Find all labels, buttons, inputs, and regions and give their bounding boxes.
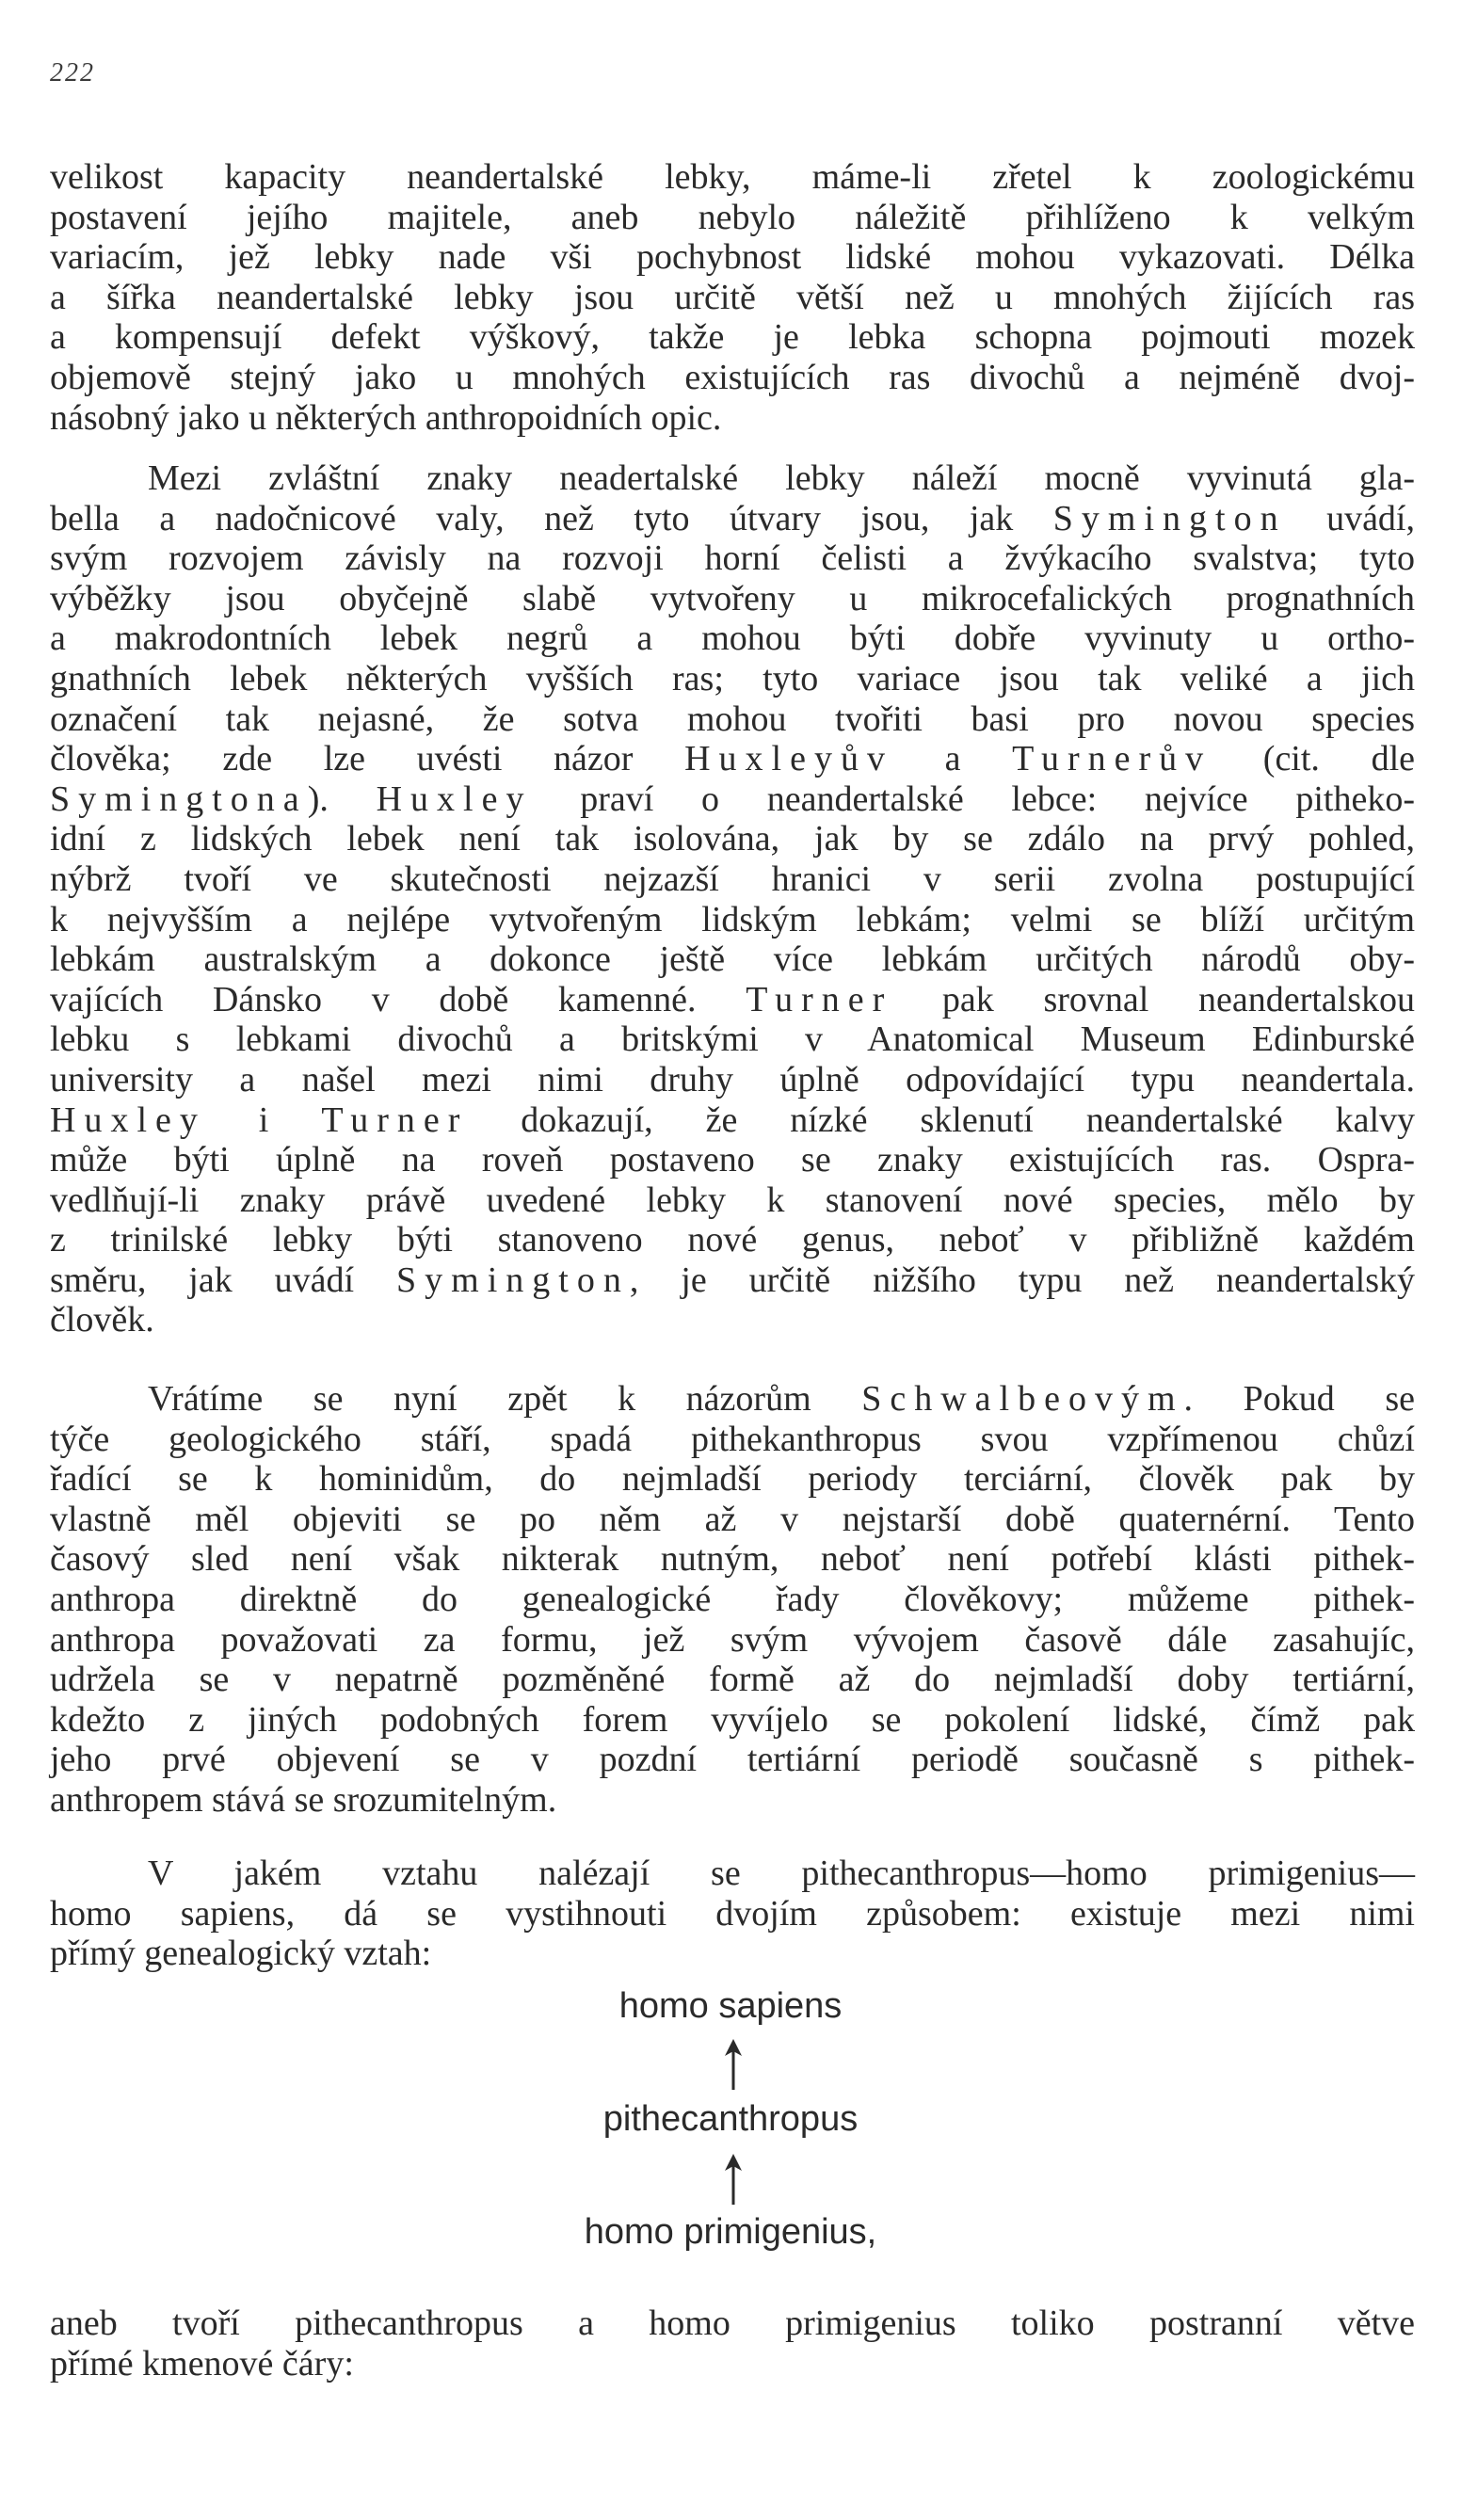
text-line (50, 278, 1415, 318)
text-segment: časový sled není však nikterak nutným, neboť není potřebí klásti pithek- (50, 1539, 1415, 1580)
text-line (50, 398, 1415, 439)
text-segment: university a našel mezi nimi druhy úplně odpovídající typu neandertala. (50, 1059, 1415, 1099)
text-line (50, 458, 1415, 499)
text-segment: výběžky jsou obyčejně slabě vytvořeny u mikrocefalických prognathních (50, 578, 1415, 618)
text-segment: a (892, 739, 1013, 779)
text-segment: anthropa direktně do genealogické řady člověkovy; můžeme pithek- (50, 1579, 1415, 1619)
text-line (50, 2303, 1415, 2344)
text-line (50, 1660, 1415, 1700)
paragraph-3 (50, 1379, 1415, 1821)
text-segment: může býti úplně na roveň postaveno se znaky existujících ras. Ospra- (50, 1140, 1415, 1180)
text-line (50, 1180, 1415, 1221)
text-segment: ). (307, 778, 377, 819)
text-segment: vajících Dánsko v době kamenné. (50, 979, 747, 1019)
text-segment: (cit. dle (1212, 739, 1415, 779)
text-segment: udržela se v nepatrně pozměněné formě až do nejmladší doby tertiární, (50, 1660, 1415, 1700)
paragraph-4 (50, 1854, 1415, 1974)
paragraph-1 (50, 157, 1415, 438)
text-line (50, 1300, 1415, 1340)
diagram-node-pithecanthropus: pithecanthropus (602, 2099, 859, 2139)
text-line (50, 659, 1415, 699)
text-segment: lebkám australským a dokonce ještě více lebkám určitých národů oby- (50, 939, 1415, 980)
text-line (50, 317, 1415, 358)
paragraph-2 (50, 458, 1415, 1340)
text-segment: nýbrž tvoří ve skutečnosti nejzazší hranici v serii zvolna postupující (50, 859, 1415, 899)
text-line (50, 1934, 1415, 1974)
text-segment: . Pokud se (1183, 1379, 1415, 1419)
text-line (50, 739, 1415, 779)
text-segment: a kompensují defekt výškový, takže je lebka schopna pojmouti mozek (50, 317, 1415, 358)
text-line (50, 1100, 1415, 1141)
text-segment: k nejvyšším a nejlépe vytvořeným lidským lebkám; velmi se blíží určitým (50, 899, 1415, 939)
text-line (50, 157, 1415, 198)
text-line (50, 900, 1415, 940)
spaced-name: Symington (1052, 498, 1287, 538)
text-line (50, 499, 1415, 539)
text-line (50, 198, 1415, 238)
text-segment: aneb tvoří pithecanthropus a homo primigenius toliko postranní větve (50, 2303, 1415, 2343)
text-segment: pak srovnal neandertalskou (892, 979, 1416, 1019)
text-line (50, 2344, 1415, 2384)
text-line (50, 980, 1415, 1020)
text-line (50, 1780, 1415, 1821)
text-segment: postavení jejího majitele, aneb nebylo náležitě přihlíženo k velkým (50, 197, 1415, 237)
text-segment: člověk. (50, 1300, 154, 1340)
text-line (50, 1220, 1415, 1260)
text-line (50, 618, 1415, 659)
text-segment: praví o neandertalské lebce: nejvíce pitheko- (532, 778, 1415, 819)
text-segment: vedlňují-li znaky právě uvedené lebky k stanovení nové species, mělo by (50, 1180, 1415, 1220)
text-line (50, 1260, 1415, 1301)
text-segment: i (205, 1099, 322, 1140)
page-number: 222 (50, 58, 95, 88)
arrow-up-icon (721, 2154, 746, 2207)
text-segment: dokazují, že nízké sklenutí neandertalské kalvy (468, 1099, 1415, 1140)
text-segment: lebku s lebkami divochů a britskými v Anatomical Museum Edinburské (50, 1019, 1415, 1060)
spaced-name: Huxley (50, 1099, 206, 1140)
text-segment: přímé kmenové čáry: (50, 2343, 354, 2384)
spaced-name: Turnerův (1012, 739, 1212, 779)
text-segment: týče geologického stáří, spadá pithekanthropus svou vzpřímenou chůzí (50, 1419, 1415, 1459)
text-segment: Mezi zvláštní znaky neadertalské lebky náleží mocně vyvinutá gla- (148, 458, 1415, 498)
text-segment: řadící se k hominidům, do nejmladší periody terciární, člověk pak by (50, 1459, 1415, 1500)
spaced-name: Turner (746, 979, 893, 1019)
spaced-name: Symington (396, 1260, 630, 1300)
arrow-up-icon (721, 2039, 746, 2092)
text-line (50, 1620, 1415, 1661)
text-line (50, 1140, 1415, 1180)
text-segment: gnathních lebek některých vyšších ras; tyto variace jsou tak veliké a jich (50, 658, 1415, 698)
text-line (50, 1539, 1415, 1580)
text-line (50, 819, 1415, 859)
text-segment: objemově stejný jako u mnohých existujících ras divochů a nejméně dvoj- (50, 357, 1415, 397)
text-segment: velikost kapacity neandertalské lebky, máme-li zřetel k zoologickému (50, 157, 1415, 197)
text-segment: jeho prvé objevení se v pozdní tertiární periodě současně s pithek- (50, 1740, 1415, 1780)
text-line (50, 579, 1415, 619)
text-segment: svým rozvojem závisly na rozvoji horní čelisti a žvýkacího svalstva; tyto (50, 538, 1415, 579)
text-segment: a makrodontních lebek negrů a mohou býti dobře vyvinuty u ortho- (50, 618, 1415, 659)
text-segment: anthropa považovati za formu, jež svým vývojem časově dále zasahujíc, (50, 1619, 1415, 1660)
text-line (50, 1420, 1415, 1460)
text-segment: násobný jako u některých anthropoidních opic. (50, 397, 722, 438)
text-segment: idní z lidských lebek není tak isolována, jak by se zdálo na prvý pohled, (50, 819, 1415, 859)
spaced-name: Turner (321, 1099, 469, 1140)
text-segment: variacím, jež lebky nade vši pochybnost lidské mohou vykazovati. Délka (50, 237, 1415, 278)
text-segment: a šířka neandertalské lebky jsou určitě větší než u mnohých žijících ras (50, 277, 1415, 317)
text-segment: Vrátíme se nyní zpět k názorům (148, 1379, 862, 1419)
text-line (50, 1580, 1415, 1620)
spaced-name: Symingtona (50, 778, 308, 819)
text-line (50, 1379, 1415, 1420)
text-segment: přímý genealogický vztah: (50, 1934, 432, 1974)
diagram-node-homo-sapiens: homo sapiens (618, 1986, 843, 2026)
paragraph-5 (50, 2303, 1415, 2384)
text-line (50, 1060, 1415, 1100)
text-segment: člověka; zde lze uvésti názor (50, 739, 685, 779)
text-segment: anthropem stává se srozumitelným. (50, 1779, 557, 1820)
text-segment: vlastně měl objeviti se po něm až v nejstarší době quaternérní. Tento (50, 1499, 1415, 1539)
text-line (50, 1894, 1415, 1934)
text-segment: označení tak nejasné, že sotva mohou tvořiti basi pro novou species (50, 698, 1415, 739)
text-segment: bella a nadočnicové valy, než tyto útvary jsou, jak (50, 498, 1053, 538)
text-line (50, 1459, 1415, 1500)
text-segment: směru, jak uvádí (50, 1260, 397, 1300)
text-line (50, 1740, 1415, 1780)
spaced-name: Huxleyův (684, 739, 893, 779)
text-segment: z trinilské lebky býti stanoveno nové genus, neboť v přibližně každém (50, 1220, 1415, 1260)
text-segment: uvádí, (1286, 498, 1415, 538)
text-segment: homo sapiens, dá se vystihnouti dvojím způsobem: existuje mezi nimi (50, 1893, 1415, 1934)
spaced-name: Huxley (376, 778, 533, 819)
text-segment: , je určitě nižšího typu než neandertalský (629, 1260, 1416, 1300)
diagram-node-homo-primigenius: homo primigenius, (584, 2212, 877, 2252)
text-line (50, 538, 1415, 579)
text-line (50, 699, 1415, 740)
text-line (50, 779, 1415, 820)
text-line (50, 358, 1415, 398)
text-line (50, 859, 1415, 900)
text-segment: kdežto z jiných podobných forem vyvíjelo se pokolení lidské, čímž pak (50, 1699, 1415, 1740)
text-line (50, 939, 1415, 980)
text-segment: V jakém vztahu nalézají se pithecanthropus—homo primigenius— (148, 1854, 1415, 1893)
text-line (50, 237, 1415, 278)
text-line (50, 1700, 1415, 1741)
text-line (50, 1500, 1415, 1540)
text-line (50, 1854, 1415, 1894)
text-line (50, 1019, 1415, 1060)
spaced-name: Schwalbeovým (861, 1379, 1184, 1419)
